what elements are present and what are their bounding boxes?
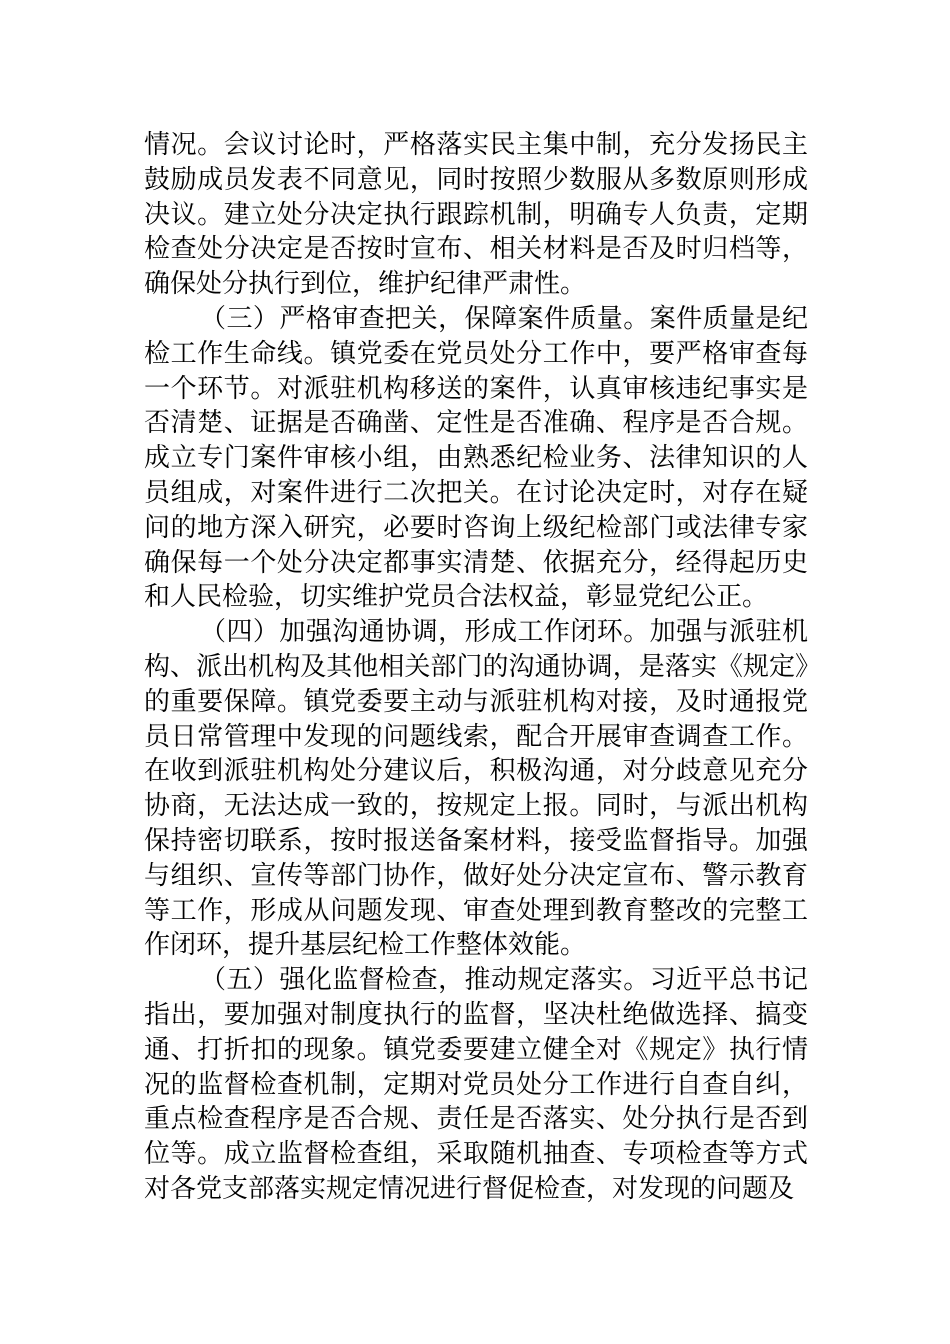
paragraph-continuation: 情况。会议讨论时，严格落实民主集中制，充分发扬民主鼓励成员发表不同意见，同时按照少数服从多数原则形成决议。建立处分决定执行跟踪机制，明确专人负责，定期检查处分决定是否按时宣布、相关材料是否及时归档等，确保处分执行到位，维护纪律严肃性。 [144,130,808,300]
paragraph-section-3: （三）严格审查把关，保障案件质量。案件质量是纪检工作生命线。镇党委在党员处分工作中，要严格审查每一个环节。对派驻机构移送的案件，认真审核违纪事实是否清楚、证据是否确凿、定性是否准确、程序是否合规。成立专门案件审核小组，由熟悉纪检业务、法律知识的人员组成，对案件进行二次把关。在讨论决定时，对存在疑问的地方深入研究，必要时咨询上级纪检部门或法律专家确保每一个处分决定都事实清楚、依据充分，经得起历史和人民检验，切实维护党员合法权益，彰显党纪公正。 [144,303,808,613]
document-body [144,128,808,1207]
paragraph-section-4: （四）加强沟通协调，形成工作闭环。加强与派驻机构、派出机构及其他相关部门的沟通协调，是落实《规定》的重要保障。镇党委要主动与派驻机构对接，及时通报党员日常管理中发现的问题线索，配合开展审查调查工作。在收到派驻机构处分建议后，积极沟通，对分歧意见充分协商，无法达成一致的，按规定上报。同时，与派出机构保持密切联系，按时报送备案材料，接受监督指导。加强与组织、宣传等部门协作，做好处分决定宣布、警示教育等工作，形成从问题发现、审查处理到教育整改的完整工作闭环，提升基层纪检工作整体效能。 [144,617,808,961]
paragraph-section-5: （五）强化监督检查，推动规定落实。习近平总书记指出，要加强对制度执行的监督，坚决杜绝做选择、搞变通、打折扣的现象。镇党委要建立健全对《规定》执行情况的监督检查机制，定期对党员处分工作进行自查自纠，重点检查程序是否合规、责任是否落实、处分执行是否到位等。成立监督检查组，采取随机抽查、专项检查等方式对各党支部落实规定情况进行督促检查，对发现的问题及 [144,965,808,1204]
